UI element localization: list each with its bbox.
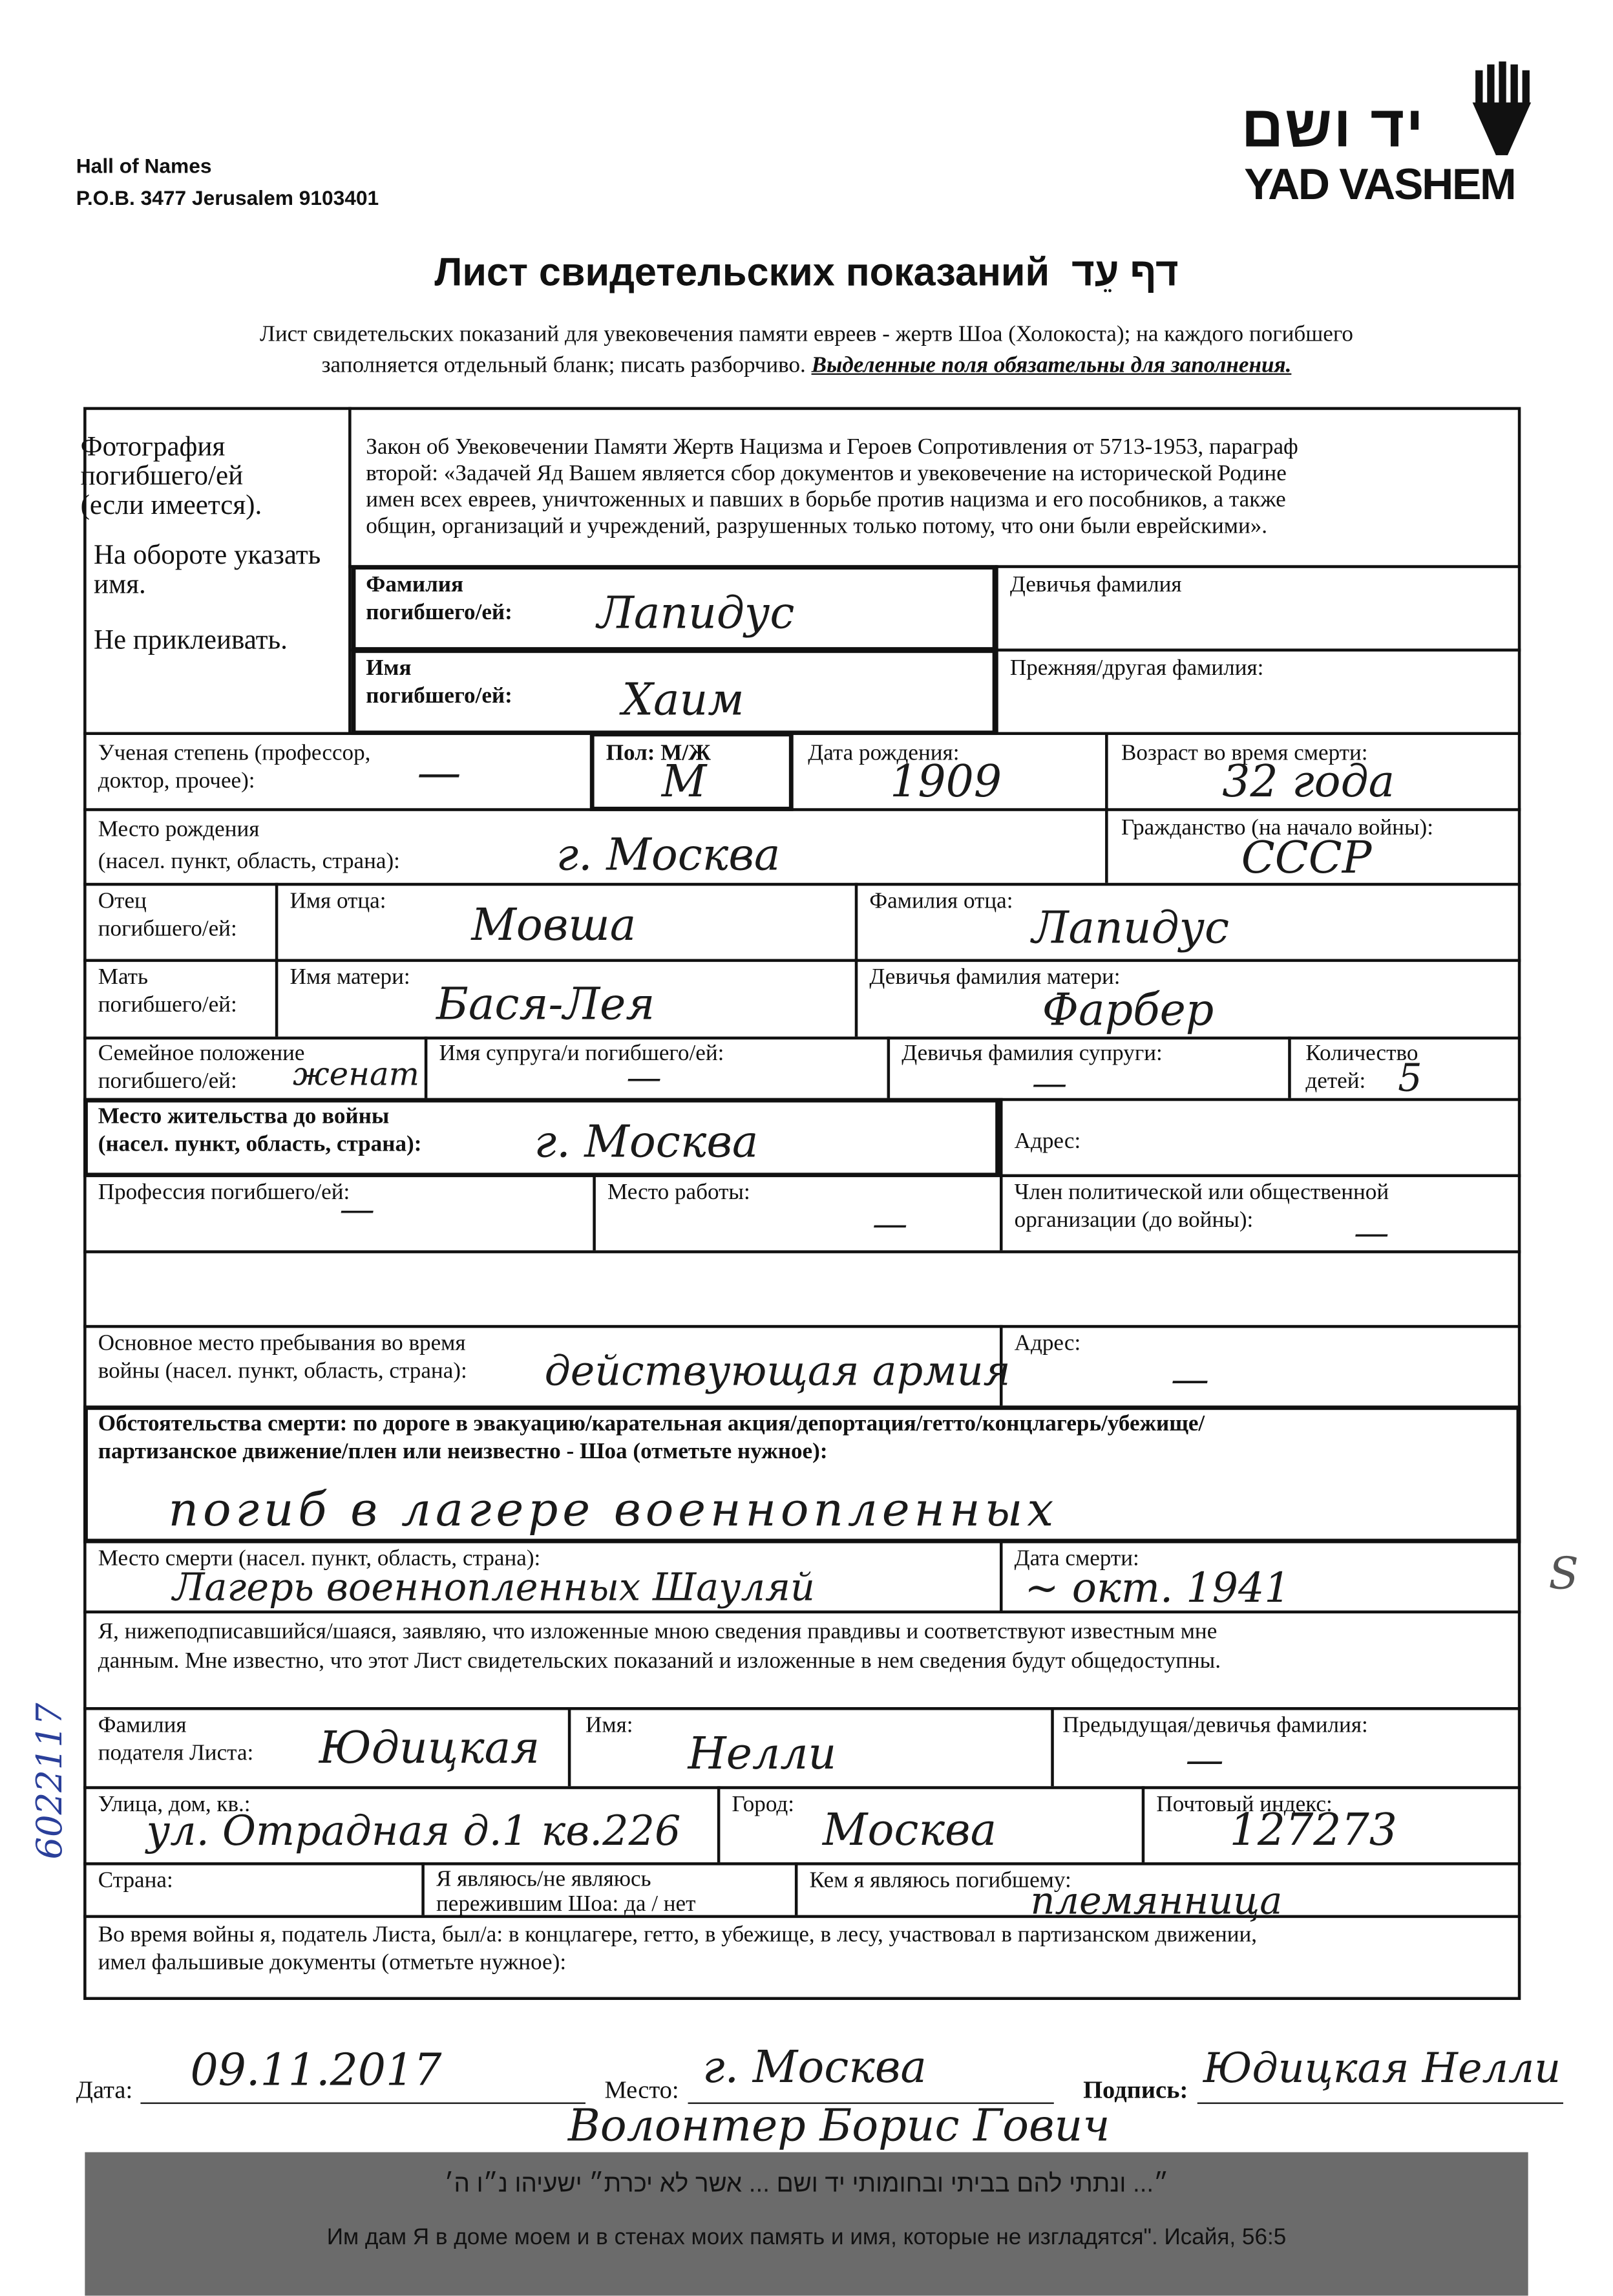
- submitter-surname-label: Фамилия подателя Листа:: [98, 1713, 254, 1766]
- maiden-label: Девичья фамилия: [1009, 572, 1182, 598]
- spouse-name-value: —: [626, 1057, 662, 1098]
- city-label: Город:: [732, 1792, 795, 1817]
- page-title: Лист свидетельских показаний דף עֵד: [434, 250, 1179, 295]
- wartime-location-label: Основное место пребывания во время войны (насел. пункт, область, страна):: [98, 1330, 467, 1384]
- father-name-value: Мовша: [471, 900, 637, 952]
- intro-line-2: заполняется отдельный бланк; писать разборчиво. Выделенные поля обязательны для заполнения.: [321, 352, 1292, 378]
- side-number-note: 6022117: [29, 1703, 70, 1860]
- death-place-value: Лагерь военнопленных Шауляй: [173, 1566, 815, 1611]
- circumstances-label: Обстоятельства смерти: по дороге в эвакуацию/карательная акция/депортация/гетто/концлагерь/убежище/ партизанское движение/плен или неизвестно - Шоа (отметьте нужное):: [98, 1411, 1205, 1464]
- circumstances-value: погиб в лагере военнопленных: [168, 1482, 1059, 1538]
- mother-label: Мать погибшего/ей:: [98, 964, 237, 1018]
- yad-vashem-logo: [1241, 59, 1534, 213]
- birthplace-label: Место рождения (насел. пункт, область, страна):: [98, 816, 400, 875]
- sign-date-value: 09.11.2017: [190, 2045, 442, 2097]
- degree-value: —: [417, 748, 461, 800]
- spouse-name-label: Имя супруга/и погибшего/ей:: [439, 1041, 724, 1066]
- wartime-address-label: Адрес:: [1014, 1330, 1081, 1356]
- age-value: 32 года: [1222, 757, 1395, 809]
- workplace-value: —: [872, 1203, 908, 1245]
- citizenship-label: Гражданство (на начало войны):: [1121, 815, 1434, 841]
- footer-band: [85, 2152, 1528, 2296]
- sign-place-label: Место:: [604, 2076, 679, 2104]
- zip-label: Почтовый индекс:: [1156, 1792, 1333, 1817]
- profession-label: Профессия погибшего/ей:: [98, 1180, 350, 1206]
- father-surname-value: Лапидус: [1031, 903, 1230, 955]
- logo-latin: YAD VASHEM: [1244, 161, 1515, 209]
- sign-place-value: г. Москва: [702, 2042, 927, 2094]
- first-name-label: Имя погибшего/ей:: [366, 655, 512, 709]
- form-intro: [0, 319, 1613, 381]
- surname-value: Лапидус: [597, 588, 795, 640]
- right-margin-mark: S: [1548, 1549, 1579, 1600]
- photo-note-noglue: Не приклеивать.: [93, 625, 288, 656]
- submitter-surname-value: Юдицкая: [319, 1723, 540, 1775]
- death-date-label: Дата смерти:: [1014, 1546, 1139, 1571]
- birthplace-value: г. Москва: [556, 830, 781, 882]
- citizenship-value: СССР: [1241, 833, 1372, 885]
- submitter-prev-surname-value: —: [1185, 1739, 1224, 1783]
- age-label: Возраст во время смерти:: [1121, 741, 1368, 766]
- wartime-address-value: —: [1171, 1358, 1209, 1403]
- marital-value: женат: [293, 1057, 419, 1094]
- org-address: P.O.B. 3477 Jerusalem 9103401: [76, 186, 379, 209]
- street-value: ул. Отрадная д.1 кв.226: [146, 1807, 681, 1855]
- surname-label: Фамилия погибшего/ей:: [366, 572, 512, 626]
- member-value: —: [1354, 1212, 1389, 1253]
- other-surname-label: Прежняя/другая фамилия:: [1009, 655, 1264, 681]
- spouse-maiden-label: Девичья фамилия супруги:: [901, 1041, 1163, 1066]
- relation-value: племянница: [1030, 1880, 1283, 1924]
- mother-maiden-label: Девичья фамилия матери:: [869, 964, 1121, 990]
- death-date-value: ~ окт. 1941: [1024, 1564, 1291, 1612]
- first-name-value: Хаим: [622, 675, 744, 727]
- zip-value: 127273: [1229, 1805, 1398, 1857]
- gender-label: Пол: М/Ж: [606, 741, 711, 766]
- sign-label: Подпись:: [1083, 2076, 1188, 2104]
- submitter-wartime-label: Во время войны я, податель Листа, был/а: в концлагере, гетто, в убежище, в лесу, участвовал в партизанском движении, имел фальшивые документы (отметьте нужное):: [98, 1922, 1258, 1975]
- relation-label: Кем я являюсь погибшему:: [809, 1868, 1071, 1893]
- workplace-label: Место работы:: [607, 1180, 750, 1206]
- residence-address-label: Адрес:: [1014, 1129, 1081, 1154]
- gender-value: М: [661, 757, 707, 809]
- submitter-name-label: Имя:: [585, 1713, 633, 1738]
- spouse-maiden-value: —: [1031, 1063, 1068, 1104]
- residence-label: Место жительства до войны (насел. пункт, область, страна):: [98, 1103, 422, 1157]
- birth-date-label: Дата рождения:: [808, 741, 960, 766]
- city-value: Москва: [822, 1805, 997, 1857]
- street-label: Улица, дом, кв.:: [98, 1792, 251, 1817]
- marital-label: Семейное положение погибшего/ей:: [98, 1041, 305, 1094]
- survivor-label: Я являюсь/не являюсь пережившим Шоа: да / нет: [436, 1866, 696, 1917]
- sign-value: Юдицкая Нелли: [1203, 2043, 1561, 2092]
- mother-maiden-value: Фарбер: [1042, 985, 1214, 1037]
- submitter-name-value: Нелли: [688, 1728, 837, 1781]
- profession-value: —: [339, 1189, 375, 1230]
- volunteer-note: Волонтер Борис Гович: [567, 2101, 1110, 2152]
- photo-note-back: На обороте указать имя.: [93, 540, 321, 601]
- declaration: Я, нижеподписавшийся/шаяся, заявляю, что изложенные мною сведения правдивы и соответствуют известным мне данным. Мне известно, что этот Лист свидетельских показаний и изложенные в нем сведения будут общедоступны.: [98, 1619, 1221, 1674]
- father-label: Отец погибшего/ей:: [98, 888, 237, 942]
- logo-hebrew: יד ושם: [1241, 95, 1426, 160]
- intro-line-1: Лист свидетельских показаний для увековечения памяти евреев - жертв Шоа (Холокоста); на каждого погибшего: [260, 322, 1353, 347]
- mother-name-label: Имя матери:: [290, 964, 410, 990]
- photo-label: Фотография погибшего/ей (если имеется).: [80, 432, 262, 522]
- residence-value: г. Москва: [534, 1117, 759, 1169]
- footer-russian-quote: Им дам Я в доме моем и в стенах моих память и имя, которые не изгладятся". Исайя, 56:5: [326, 2225, 1287, 2251]
- org-name: Hall of Names: [76, 153, 212, 178]
- degree-label: Ученая степень (профессор, доктор, прочее):: [98, 741, 371, 794]
- father-name-label: Имя отца:: [290, 888, 386, 914]
- submitter-prev-surname-label: Предыдущая/девичья фамилия:: [1062, 1713, 1368, 1738]
- birth-date-value: 1909: [890, 757, 1002, 809]
- sign-date-label: Дата:: [76, 2076, 133, 2104]
- law-text: Закон об Увековечении Памяти Жертв Нацизма и Героев Сопротивления от 5713-1953, параграф второй: «Задачей Яд Вашем является сбор документов и увековечение на исторической Родине имен всех евреев, уничтоженных и павших в борьбе против нацизма и его пособников, а также общин, организаций и учреждений, разрушенных только потому, что они были еврейскими».: [366, 434, 1298, 539]
- wartime-location-value: действующая армия: [544, 1346, 1011, 1396]
- father-surname-label: Фамилия отца:: [869, 888, 1013, 914]
- children-value: 5: [1398, 1057, 1422, 1101]
- death-place-label: Место смерти (насел. пункт, область, страна):: [98, 1546, 541, 1571]
- footer-hebrew-quote: ״... ונתתי להם בביתי ובחומותי יד ושם ... אשר לא יכרת״ ישעיהו נ״ו ה׳: [444, 2169, 1169, 2198]
- member-label: Член политической или общественной организации (до войны):: [1014, 1180, 1389, 1233]
- children-label: Количество детей:: [1305, 1041, 1418, 1094]
- mother-name-value: Бася-Лея: [436, 979, 655, 1031]
- country-label: Страна:: [98, 1868, 173, 1893]
